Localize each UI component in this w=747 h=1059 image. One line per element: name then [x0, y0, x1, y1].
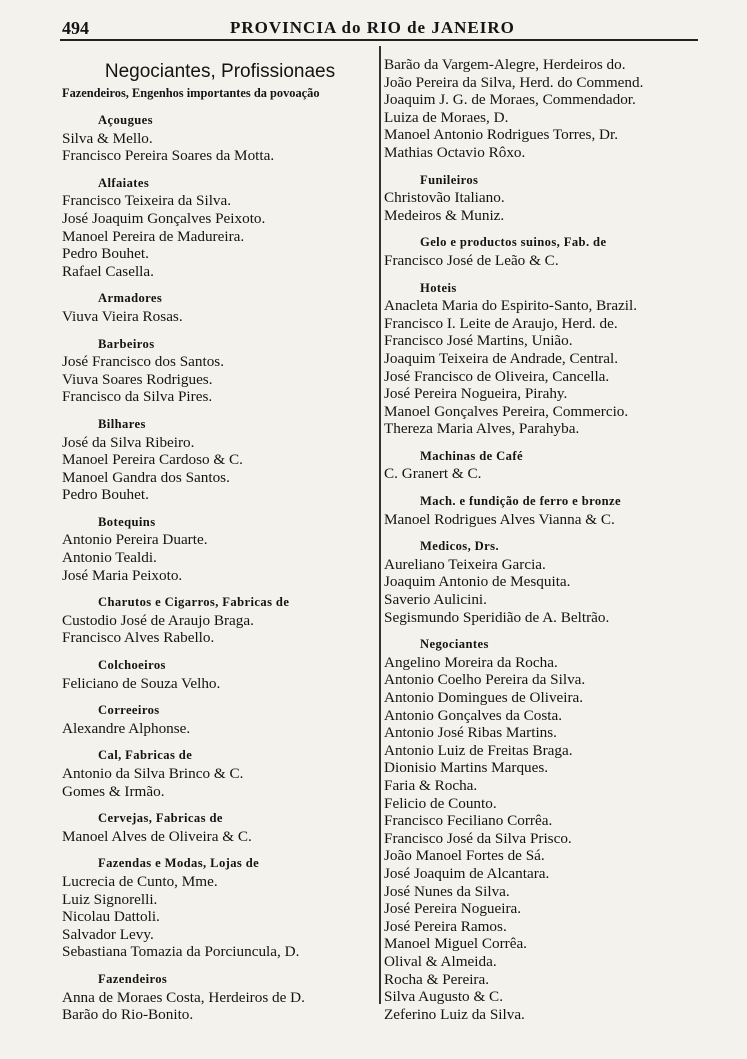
list-item: José Pereira Nogueira, Pirahy.	[384, 385, 568, 403]
category-heading: Açougues	[98, 113, 153, 127]
spacer	[62, 800, 378, 810]
list-item: Antonio Domingues de Oliveira.	[384, 689, 584, 706]
category-heading: Negociantes	[420, 637, 489, 652]
list-item: Feliciano de Souza Velho.	[62, 674, 221, 692]
category-heading: Medicos, Drs.	[420, 539, 499, 554]
list-item: Joaquim Antonio de Mesquita.	[384, 573, 571, 591]
spacer	[62, 692, 378, 702]
spacer	[384, 224, 700, 234]
section-title: Negociantes, Profissionaes	[104, 61, 336, 82]
list-item: Barão do Rio-Bonito.	[62, 1006, 194, 1024]
list-item: Antonio Gonçalves da Costa.	[384, 706, 563, 724]
category-heading: Alfaiates	[98, 175, 150, 190]
list-item: José Joaquim Gonçalves Peixoto.	[62, 209, 266, 227]
list-item: Pedro Bouhet.	[62, 245, 149, 263]
list-item: Francisco Alves Rabello.	[62, 629, 215, 647]
category-heading: Botequins	[98, 514, 156, 529]
list-item: José Joaquim de Alcantara.	[384, 864, 550, 882]
list-item: Manoel Pereira de Madureira.	[62, 227, 245, 245]
list-item: José da Silva Ribeiro.	[62, 433, 195, 451]
list-item: Manoel Rodrigues Alves Vianna & C.	[384, 510, 615, 528]
spacer	[384, 528, 700, 538]
spacer	[62, 737, 378, 747]
list-item: Christovão Italiano.	[384, 189, 505, 207]
list-item: José Pereira Nogueira.	[384, 900, 522, 918]
list-item: Antonio José Ribas Martins.	[384, 724, 557, 742]
list-item: Manoel Gonçalves Pereira, Commercio.	[384, 402, 629, 420]
list-item: Francisco Pereira Soares da Motta.	[62, 147, 275, 165]
list-item: João Pereira da Silva, Herd. do Commend.	[384, 73, 644, 91]
spacer	[62, 845, 378, 855]
list-item: Francisco Teixeira da Silva.	[62, 192, 232, 210]
category-heading: Gelo e productos suinos, Fab. de	[420, 235, 607, 250]
list-item: Francisco I. Leite de Araujo, Herd. de.	[384, 314, 618, 332]
list-item: Francisco José da Silva Prisco.	[384, 829, 572, 847]
header-rule	[60, 39, 698, 41]
spacer	[62, 504, 378, 514]
list-item: Mathias Octavio Rôxo.	[384, 143, 526, 161]
list-item: Manoel Pereira Cardoso & C.	[62, 451, 243, 469]
list-item: Antonio Luiz de Freitas Braga.	[384, 741, 573, 759]
list-item: Medeiros & Muniz.	[384, 206, 505, 224]
category-heading: Colchoeiros	[98, 658, 166, 673]
list-item: Manoel Gandra dos Santos.	[62, 468, 230, 486]
list-item: Antonio Pereira Duarte.	[62, 531, 208, 549]
category-heading: Charutos e Cigarros, Fabricas de	[98, 595, 290, 610]
list-item: Manoel Miguel Corrêa.	[384, 935, 527, 953]
spacer	[384, 483, 700, 493]
category-heading: Armadores	[98, 291, 163, 306]
list-item: José Francisco de Oliveira, Cancella.	[384, 367, 610, 385]
list-item: Gomes & Irmão.	[62, 782, 165, 800]
list-item: Anna de Moraes Costa, Herdeiros de D.	[62, 988, 305, 1006]
list-item: Silva Augusto & C.	[384, 988, 503, 1006]
category-heading: Mach. e fundição de ferro e bronze	[420, 494, 621, 509]
list-item: Barão da Vargem-Alegre, Herdeiros do.	[384, 56, 626, 73]
category-heading: Fazendas e Modas, Lojas de	[98, 856, 260, 871]
list-item: José Pereira Ramos.	[384, 917, 507, 935]
list-item: José Nunes da Silva.	[384, 882, 510, 900]
list-item: Saverio Aulicini.	[384, 591, 487, 609]
spacer	[62, 165, 378, 175]
spacer	[384, 438, 700, 448]
spacer	[384, 626, 700, 636]
list-item: Angelino Moreira da Rocha.	[384, 653, 558, 671]
left-column	[62, 56, 378, 1024]
page-header	[62, 14, 698, 40]
page-number: 494	[62, 18, 89, 38]
list-item: Viuva Vieira Rosas.	[62, 307, 183, 325]
list-item: Luiza de Moraes, D.	[384, 108, 509, 126]
list-item: Alexandre Alphonse.	[62, 719, 191, 737]
list-item: Custodio José de Araujo Braga.	[62, 611, 254, 629]
list-item: Segismundo Speridião de A. Beltrão.	[384, 608, 610, 626]
spacer	[62, 961, 378, 971]
list-item: Manoel Antonio Rodrigues Torres, Dr.	[384, 126, 619, 144]
list-item: Francisco José de Leão & C.	[384, 251, 559, 269]
category-heading: Hoteis	[420, 280, 457, 295]
list-item: Manoel Alves de Oliveira & C.	[62, 827, 252, 845]
list-item: Lucrecia de Cunto, Mme.	[62, 872, 218, 890]
list-item: Faria & Rocha.	[384, 776, 478, 794]
right-column	[384, 56, 700, 1023]
list-item: Silva & Mello.	[62, 129, 153, 147]
list-item: Antonio Tealdi.	[62, 549, 157, 567]
category-heading: Machinas de Café	[420, 448, 523, 463]
list-item: C. Granert & C.	[384, 465, 482, 483]
list-item: Francisco Feciliano Corrêa.	[384, 812, 553, 830]
list-item: Antonio Coelho Pereira da Silva.	[384, 671, 586, 689]
list-item: Salvador Levy.	[62, 925, 154, 943]
list-item: Anacleta Maria do Espirito-Santo, Brazil.	[384, 297, 638, 315]
list-item: Pedro Bouhet.	[62, 486, 149, 504]
section-subtitle: Fazendeiros, Engenhos importantes da povoação	[62, 86, 320, 100]
list-item: Sebastiana Tomazia da Porciuncula, D.	[62, 943, 300, 961]
list-item: João Manoel Fortes de Sá.	[384, 847, 545, 865]
list-item: Nicolau Dattoli.	[62, 908, 160, 926]
list-item: Rocha & Pereira.	[384, 970, 490, 988]
list-item: Joaquim J. G. de Moraes, Commendador.	[384, 91, 636, 109]
list-item: Aureliano Teixeira Garcia.	[384, 555, 546, 573]
spacer	[384, 162, 700, 172]
list-item: José Maria Peixoto.	[62, 566, 183, 584]
list-item: Francisco José Martins, União.	[384, 332, 573, 350]
category-heading: Funileiros	[420, 172, 479, 187]
column-divider	[379, 46, 381, 1004]
category-heading: Bilhares	[98, 416, 146, 431]
spacer	[62, 326, 378, 336]
list-item: Viuva Soares Rodrigues.	[62, 370, 213, 388]
list-item: Thereza Maria Alves, Parahyba.	[384, 420, 580, 438]
list-item: José Francisco dos Santos.	[62, 353, 224, 371]
spacer	[62, 102, 378, 112]
spacer	[62, 647, 378, 657]
list-item: Antonio da Silva Brinco & C.	[62, 765, 244, 782]
spacer	[62, 584, 378, 594]
page-title: PROVINCIA do RIO de JANEIRO	[230, 18, 515, 37]
list-item: Rafael Casella.	[62, 262, 154, 280]
list-item: Olival & Almeida.	[384, 952, 497, 970]
category-heading: Cal, Fabricas de	[98, 748, 193, 763]
category-heading: Correeiros	[98, 703, 160, 718]
spacer	[62, 406, 378, 416]
list-item: Zeferino Luiz da Silva.	[384, 1005, 525, 1023]
spacer	[62, 280, 378, 290]
spacer	[384, 270, 700, 280]
list-item: Francisco da Silva Pires.	[62, 388, 213, 406]
list-item: Felicio de Counto.	[384, 794, 497, 812]
category-heading: Fazendeiros	[98, 971, 168, 986]
list-item: Dionisio Martins Marques.	[384, 759, 549, 777]
list-item: Joaquim Teixeira de Andrade, Central.	[384, 349, 618, 367]
category-heading: Cervejas, Fabricas de	[98, 811, 223, 826]
list-item: Luiz Signorelli.	[62, 890, 158, 908]
category-heading: Barbeiros	[98, 336, 155, 351]
